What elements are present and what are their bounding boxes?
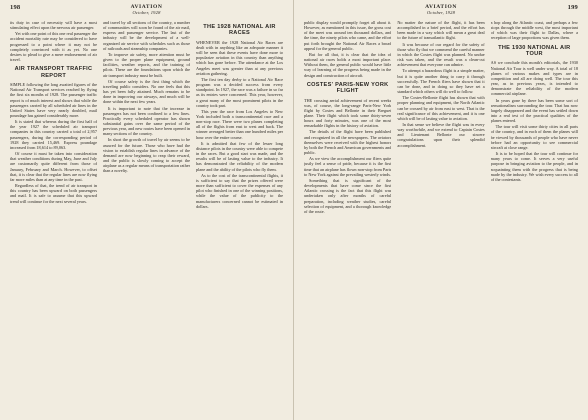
paragraph: It is admitted that few of the lesser long distance pilots in the country were able to compete in the races. But a good start was made, and the results will be of lasting value to the industry. It has demonstrated the reliability of the modern plane and the ability of the pilots who fly them. [196,140,283,172]
page-number: 199 [567,4,578,11]
magazine-name: AVIATION [425,4,457,10]
paragraph: its duty in case of necessity will have a most stimulating effect upon the nervous air passenger. [10,20,97,31]
running-head [304,4,578,16]
issue-date: October, 1928 [132,10,161,15]
paragraph: In years gone by there has been some sort of sensationalism surrounding the tour. That has now largely disappeared and the event has settled down into a real test of the practical qualities of the planes entered. [490,97,578,124]
paragraph: In short the growth of travel by air seems to be assured for the future. Those who have had the vision to establish regular lines in advance of the demand are now beginning to reap their reward, and the public is slowly coming to accept the airplane as a regular means of transportation rather than a novelty. [103,137,190,174]
paragraph: It is stated that whereas during the first half of the year 1927 the scheduled air transport companies in this country carried a total of 2,957 passengers, during the corresponding period of 1928 they carried 15,469. Express poundage increased from 18,614 to 89,063. [10,119,97,150]
section-heading: THE 1930 NATIONAL AIR TOUR [498,44,571,58]
paragraph: SIMPLE following the long awaited figures of the National Air Transport services reached by flying the first six months of 1928. The passenger traffic report is of much interest and shows that while the passengers carried by all scheduled air lines in the United States have very nearly doubled, mail poundage has gained considerably more. [10,82,97,118]
page-number: 198 [10,4,21,11]
paragraph: It is to be hoped that the tour will continue for many years to come. It serves a very useful purpose in bringing aviation to the people, and in acquainting them with the progress that is being made by the industry. We wish every success to all of the contestants. [490,151,578,182]
paragraph: and travel by all sections of the country, a number of communities will soon be found of the air mail, express and passenger service. The last of the industry will be the development of a well-organized air service with schedules such as those of railroads and steamship companies. [103,20,190,51]
section-heading: COSTES' PARIS-NEW YORK FLIGHT [306,81,389,95]
issue-date: October, 1928 [426,10,456,15]
text-columns [10,20,283,416]
paragraph: The Costes-Bellonte flight has shown that with proper planning and equipment, the North Atlantic can be crossed by air from east to west. That is the real significance of this achievement, and it is one which will be of lasting value to aviation. [397,95,485,121]
paragraph: This year the race from Los Angeles to New York included both a transcontinental race and a non-stop race. There were two planes completing all of the flights from east to west and back. The winner averaged better than one hundred miles per hour over the entire course. [196,108,283,140]
paragraph: public display would promptly forget all about it. However, as mentioned in this issue, the gross cost of the meet was around ten thousand dollars, and the time, the ninety pilots who came, and the effort put forth brought the National Air Races a broad appeal for the general public. [304,20,392,51]
paragraph: To improve air safety, more attention must be given to the proper plane equipment, ground facilities, weather reports, and the training of pilots. These are the foundations upon which the air transport industry must be built. [103,51,190,78]
column-3 [491,20,578,416]
page-header [10,4,283,16]
column-3 [196,20,283,416]
paragraph: WHENEVER the 1928 National Air Races are dealt with in anything like an adequate manner it will be seen that these events have done more to popularize aviation in this country than anything which has gone before. The attendance at the Los Angeles meet was greater than at any previous aviation gathering. [196,39,283,76]
paragraph: Regardless of that, the trend of air transport in this country has been upward on both passengers and mail. It is safe to assume that this upward trend will continue for the next several years. [10,183,97,204]
paragraph: a hop along the Atlantic coast, and perhaps a few stops through the middle west, the most important of which was their flight to Dallas, where a reception of large proportions was given them. [490,20,578,41]
paragraph: As we view the accomplishment our fliers quite justly feel a sense of pride, because it is the first time that an airplane has flown non-stop from Paris to New York against the prevailing westerly winds. [304,156,392,177]
paragraph: As to the cost of the transcontinental flights, it is sufficient to say that the prizes offered were more than sufficient to cover the expenses of any pilot who finished in one of the winning positions, while the value of the publicity to the manufacturers concerned cannot be estimated in dollars. [196,172,283,209]
right-page [294,0,588,420]
paragraph: No matter the nature of the flight, it has been accomplished in a brief period, and the effort has been made in a way which will mean a great deal to the future of transatlantic flight. [397,20,485,41]
paragraph: Of course it must be taken into consideration that weather conditions during May, June and July are customarily quite different from those of January, February and March. However, to offset that, it is clear that the regular lines are now flying far more miles than at any time in the past. [10,151,97,182]
column-2 [103,20,190,416]
section-heading: AIR TRANSPORT TRAFFIC REPORT [14,66,93,79]
paragraph: The tour will visit some thirty cities in all parts of the country, and in each of them the planes will be viewed by thousands of people who have never before had an opportunity to see commercial aircraft at close range. [490,124,578,150]
paragraph: THE crossing aerial achievement of recent weeks was, of course, the long-range Paris-New York flight by Costes and Bellonte in their Breguet plane. Their flight which took some thirty-seven hours and forty minutes, was one of the most remarkable flights in the history of aviation. [304,97,392,129]
paragraph: The details of the flight have been published and recognized in all the newspapers. The aviators themselves were received with the highest honors by both the French and American governments and public. [304,129,392,156]
column-1 [304,20,391,416]
paragraph: To attempt a hazardous flight is a simple matter, but it is quite another thing to carry it through successfully. The French fliers have shown that it can be done, and in doing so they have set a standard which others will do well to follow. [397,68,485,95]
text-columns [304,20,578,416]
paragraph: It is important to note that the increase in passengers has not been confined to a few lines. Practically every scheduled operator has shown substantial gains over the same period of the previous year, and new routes have been opened in many sections of the country. [103,105,190,137]
page-header [304,4,578,16]
paragraph: Yet with one point of this one real passenger the accident mortality rate may be considered to have progressed to a point where it may not be completely convinced with it as yet. No one desires to plead to give a mere endorsement of air travel. [10,31,97,63]
paragraph: It was because of our regard for the safety of those who fly that we commend the careful manner in which the Costes flight was planned. No undue risk was taken, and the result was a clean-cut achievement that everyone can admire. [397,41,485,68]
paragraph: But for all that, it is clear that the idea of national air races holds a most important place. Without them, the general public would have little way of learning of the progress being made in the design and construction of aircraft. [304,51,392,78]
section-heading: THE 1928 NATIONAL AIR RACES [203,24,276,37]
running-head [10,4,283,16]
paragraph: In that sense we believe the flight was in every way worthwhile, and we extend to Captain Costes and Lieutenant Bellonte our sincere congratulations upon their splendid accomplishment. [397,121,485,148]
paragraph: Of course safety is the first thing which the traveling public considers. No one feels that this has yet been fully attained. Much remains to be done in improving our airways, and much will be done within the next few years. [103,78,190,105]
paragraph: Something that is significant of the developments that have come since the first Atlantic crossing is the fact that this flight was undertaken only after months of careful preparation, including weather studies, careful selection of equipment, and a thorough knowledge of the route. [304,177,392,214]
column-1 [10,20,97,416]
magazine-name: AVIATION [130,4,163,10]
column-2 [397,20,484,416]
paragraph: AS we conclude this month's editorials, the 1930 National Air Tour is well under way. A total of 18 planes of various makes and types are in competition and all are doing well. The tour this year, as in previous years, is intended to demonstrate the reliability of the modern commercial airplane. [490,60,578,97]
paragraph: The first ten day derby to a National Air Race program was a decided success from every standpoint. In 1927, the race was a failure in so far as its entries were concerned. This year, however, a great many of the most prominent pilots in the country took part. [196,76,283,108]
